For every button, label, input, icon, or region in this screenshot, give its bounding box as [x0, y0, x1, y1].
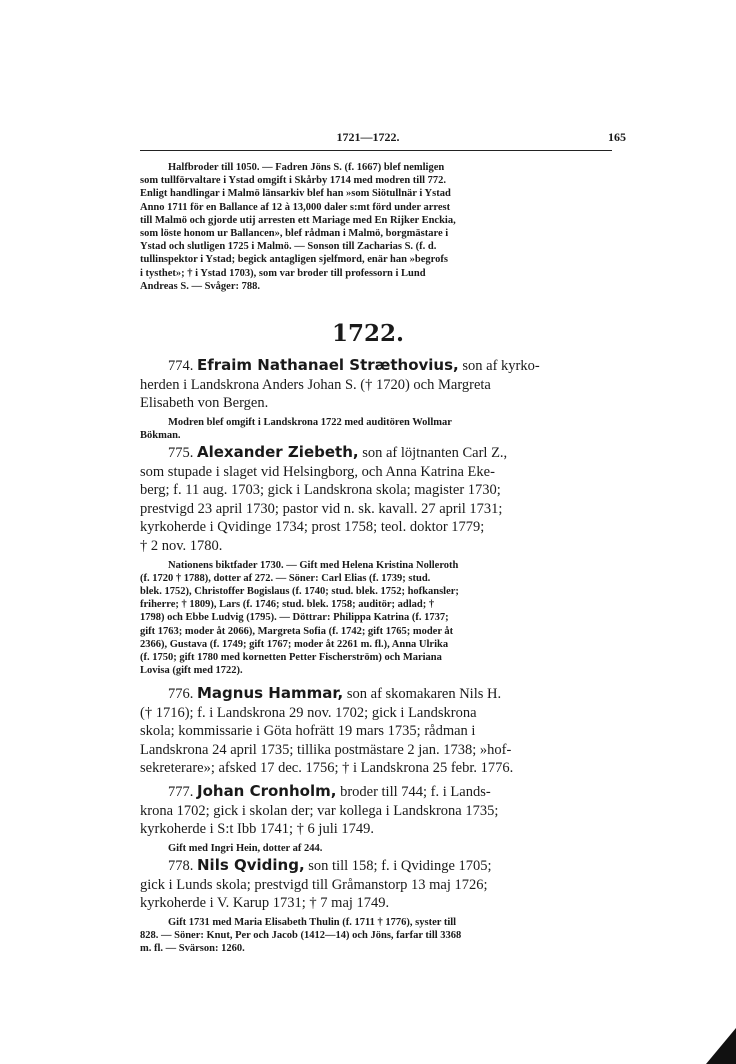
- note-line: som tullförvaltare i Ystad omgift i Skårby 1714 med modren till 772.: [140, 175, 447, 187]
- note-line: Halfbroder till 1050. — Fadren Jöns S. (f. 1667) blef nemligen: [168, 162, 445, 173]
- entry-text: kyrkoherde i V. Karup 1731; † 7 maj 1749.: [140, 895, 390, 912]
- note-line: (f. 1750; gift 1780 med kornetten Petter Fischerström) och Mariana: [140, 651, 442, 663]
- note-line: m. fl. — Svärson: 1260.: [140, 943, 245, 955]
- note-line: Gift med Ingri Hein, dotter af 244.: [168, 842, 323, 854]
- entry-name: Johan Cronholm,: [197, 782, 337, 800]
- entry-text: sekreterare»; afsked 17 dec. 1756; † i Landskrona 25 febr. 1776.: [140, 760, 514, 777]
- entry-text: broder till 744; f. i Lands-: [340, 784, 491, 800]
- note-line: Andreas S. — Svåger: 788.: [140, 280, 260, 292]
- entry-number: 775.: [168, 445, 194, 461]
- note-line: 1798) och Ebbe Ludvig (1795). — Döttrar: Philippa Katrina (f. 1737;: [140, 612, 449, 624]
- year-heading: 1722.: [331, 320, 405, 347]
- header-rule: [140, 150, 612, 151]
- scan-corner-mark: [706, 1028, 736, 1064]
- entry-number: 777.: [168, 784, 194, 800]
- entry-text: † 2 nov. 1780.: [140, 537, 223, 554]
- note-line: (f. 1720 † 1788), dotter af 272. — Söner: Carl Elias (f. 1739; stud.: [140, 572, 431, 584]
- note-line: blek. 1752), Christoffer Bogislaus (f. 1740; stud. blek. 1752; hofkansler;: [140, 585, 459, 597]
- note-line: som löste honom ur Ballancen», blef rådman i Malmö, borgmästare i: [140, 228, 449, 240]
- note-line: friherre; † 1809), Lars (f. 1746; stud. blek. 1758; auditör; adlad; †: [140, 599, 435, 611]
- note-1721-continuation: [140, 161, 612, 293]
- entry-text: Elisabeth von Bergen.: [140, 395, 269, 412]
- entry-name: Magnus Hammar,: [197, 684, 344, 702]
- note-line: i tysthet»; † i Ystad 1703), som var broder till professorn i Lund: [140, 267, 426, 279]
- entry-text: kyrkoherde i S:t Ibb 1741; † 6 juli 1749.: [140, 821, 374, 838]
- page-number: 165: [608, 130, 626, 144]
- entry-number: 778.: [168, 858, 194, 874]
- entry-text: gick i Lunds skola; prestvigd till Gråmanstorp 13 maj 1726;: [140, 876, 488, 893]
- note-line: Ystad och slutligen 1725 i Malmö. — Sonson till Zacharias S. (f. d.: [140, 241, 437, 253]
- note-line: Lovisa (gift med 1722).: [140, 665, 243, 677]
- entry-text: Landskrona 24 april 1735; tillika postmästare 2 jan. 1738; »hof-: [140, 741, 512, 758]
- note-line: Anno 1711 för en Ballance af 12 à 13,000 daler s:mt förd under arrest: [140, 201, 451, 213]
- note-line: tullinspektor i Ystad; begick antagligen sjelfmord, enär han »begrofs: [140, 254, 448, 266]
- note-line: 2366), Gustava (f. 1749; gift 1767; moder åt 2261 m. fl.), Anna Ulrika: [140, 638, 449, 650]
- entry-text: son af kyrko-: [462, 358, 540, 374]
- note-line: Modren blef omgift i Landskrona 1722 med auditören Wollmar: [168, 416, 452, 428]
- note-line: till Malmö och gjorde utij arresten ett Mariage med En Rijker Enckia,: [140, 214, 456, 226]
- note-line: Bökman.: [140, 429, 181, 441]
- entry-text: son af löjtnanten Carl Z.,: [362, 445, 508, 461]
- note-line: 828. — Söner: Knut, Per och Jacob (1412—14) och Jöns, farfar till 3368: [140, 929, 462, 941]
- note-line: Gift 1731 med Maria Elisabeth Thulin (f. 1711 † 1776), syster till: [168, 916, 457, 928]
- entry-775: [140, 443, 612, 677]
- entry-text: kyrkoherde i Qvidinge 1734; prost 1758; teol. doktor 1779;: [140, 519, 485, 536]
- running-header-years: 1721—1722.: [336, 130, 400, 144]
- entry-text: berg; f. 11 aug. 1703; gick i Landskrona skola; magister 1730;: [140, 482, 501, 499]
- entry-name: Efraim Nathanael Stræthovius,: [197, 356, 459, 374]
- entry-778: [140, 856, 612, 955]
- entry-text: son af skomakaren Nils H.: [346, 686, 502, 702]
- note-line: Enligt handlingar i Malmö länsarkiv blef han »som Siötullnär i Ystad: [140, 188, 451, 200]
- note-line: Nationens biktfader 1730. — Gift med Helena Kristina Nolleroth: [168, 559, 459, 571]
- entry-text: krona 1702; gick i skolan der; var kollega i Landskrona 1735;: [140, 802, 499, 819]
- entry-name: Alexander Ziebeth,: [197, 443, 359, 461]
- entry-text: son till 158; f. i Qvidinge 1705;: [308, 858, 492, 874]
- entry-number: 776.: [168, 686, 194, 702]
- entry-text: skola; kommissarie i Göta hofrätt 19 mars 1735; rådman i: [140, 723, 476, 740]
- entry-name: Nils Qviding,: [197, 856, 305, 874]
- entry-774: [140, 356, 612, 442]
- entry-776: [140, 684, 612, 778]
- entry-text: († 1716); f. i Landskrona 29 nov. 1702; gick i Landskrona: [140, 704, 477, 721]
- note-line: gift 1763; moder åt 2066), Margreta Sofia (f. 1742; gift 1765; moder åt: [140, 625, 454, 637]
- entry-text: herden i Landskrona Anders Johan S. († 1720) och Margreta: [140, 376, 491, 393]
- entry-777: [140, 782, 612, 855]
- entry-text: prestvigd 23 april 1730; pastor vid n. sk. kavall. 27 april 1731;: [140, 500, 503, 517]
- entry-text: som stupade i slaget vid Helsingborg, och Anna Katrina Eke-: [140, 463, 495, 480]
- entry-number: 774.: [168, 358, 194, 374]
